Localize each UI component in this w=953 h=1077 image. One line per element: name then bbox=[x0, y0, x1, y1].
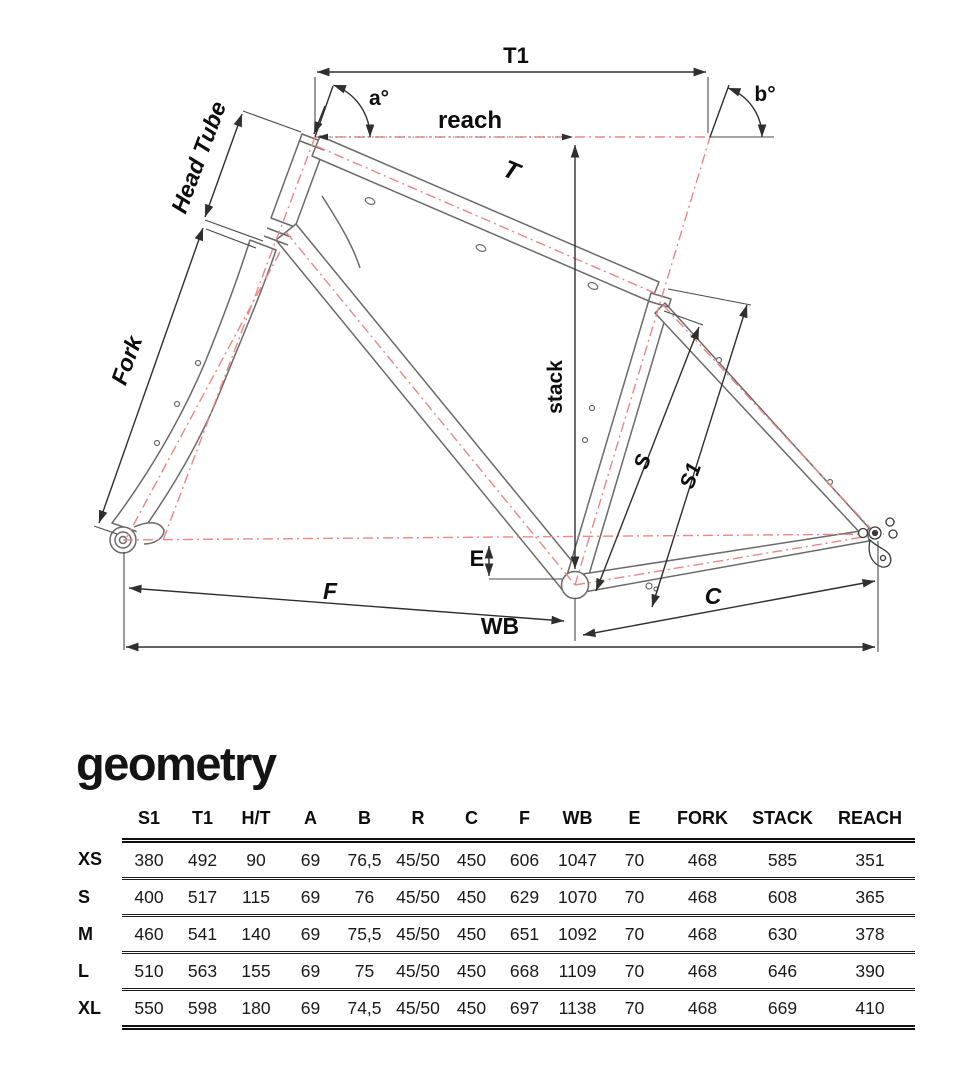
row-label-m: M bbox=[78, 923, 93, 944]
column-header-t1: T1 bbox=[176, 798, 229, 841]
geometry-table bbox=[65, 798, 915, 1030]
table-cell: 1047 bbox=[551, 841, 604, 879]
label-e: E bbox=[469, 546, 485, 571]
rear-axle-inner bbox=[873, 531, 878, 536]
label-t: T bbox=[498, 154, 524, 187]
dimension-labels bbox=[106, 43, 776, 639]
table-cell: 697 bbox=[498, 990, 551, 1028]
table-cell: 75 bbox=[338, 953, 391, 990]
label-a-angle: a° bbox=[368, 87, 390, 110]
table-cell: 450 bbox=[445, 841, 498, 879]
row-label-l: L bbox=[78, 960, 89, 981]
table-cell: 450 bbox=[445, 916, 498, 953]
label-reach: reach bbox=[437, 107, 503, 134]
reach-right-arrow bbox=[562, 134, 573, 141]
table-cell: 585 bbox=[740, 841, 825, 879]
label-stack: stack bbox=[544, 360, 567, 414]
table-cell: 450 bbox=[445, 879, 498, 916]
table-cell: 69 bbox=[283, 879, 338, 916]
table-row-l bbox=[65, 953, 915, 990]
label-t1: T1 bbox=[503, 43, 529, 68]
table-row-xl bbox=[65, 990, 915, 1028]
table-cell: 69 bbox=[283, 990, 338, 1028]
table-cell: 70 bbox=[604, 990, 665, 1028]
table-cell: 1109 bbox=[551, 953, 604, 990]
column-header-e: E bbox=[604, 798, 665, 841]
column-header-reach: REACH bbox=[825, 798, 915, 841]
geometry-table-body bbox=[65, 841, 915, 1028]
table-cell: 668 bbox=[498, 953, 551, 990]
table-cell: 74,5 bbox=[338, 990, 391, 1028]
table-cell: 70 bbox=[604, 916, 665, 953]
dropout-bolt-3 bbox=[889, 530, 897, 538]
row-label-s: S bbox=[78, 886, 91, 907]
a-angle-vertex-arrow bbox=[314, 106, 325, 134]
table-cell: 390 bbox=[825, 953, 915, 990]
table-cell: 155 bbox=[229, 953, 283, 990]
table-cell: 608 bbox=[740, 879, 825, 916]
label-s: S bbox=[629, 451, 657, 473]
table-row-m bbox=[65, 916, 915, 953]
table-cell: 76 bbox=[338, 879, 391, 916]
column-header-wb: WB bbox=[551, 798, 604, 841]
table-cell: 450 bbox=[445, 990, 498, 1028]
table-cell: 492 bbox=[176, 841, 229, 879]
hanger-hole bbox=[881, 556, 886, 561]
table-cell: 380 bbox=[122, 841, 176, 879]
table-cell: 70 bbox=[604, 879, 665, 916]
geometry-table-head bbox=[65, 798, 915, 841]
label-c: C bbox=[704, 583, 722, 609]
table-cell: 76,5 bbox=[338, 841, 391, 879]
table-cell: 598 bbox=[176, 990, 229, 1028]
table-cell: 69 bbox=[283, 953, 338, 990]
column-header-fork: FORK bbox=[665, 798, 740, 841]
table-cell: 606 bbox=[498, 841, 551, 879]
table-cell: 541 bbox=[176, 916, 229, 953]
table-cell: 351 bbox=[825, 841, 915, 879]
column-header-stack: STACK bbox=[740, 798, 825, 841]
axle-centerline bbox=[123, 534, 884, 540]
column-header-a: A bbox=[283, 798, 338, 841]
row-label-xs: XS bbox=[78, 849, 103, 869]
table-cell: 410 bbox=[825, 990, 915, 1028]
table-cell: 460 bbox=[122, 916, 176, 953]
dropout-bolt-2 bbox=[886, 518, 894, 526]
label-head-tube: Head Tube bbox=[165, 97, 232, 217]
seatstay-outline bbox=[655, 303, 869, 536]
table-cell: 468 bbox=[665, 953, 740, 990]
table-cell: 630 bbox=[740, 916, 825, 953]
table-cell: 468 bbox=[665, 990, 740, 1028]
derailleur-hanger-shape bbox=[869, 540, 891, 567]
table-cell: 180 bbox=[229, 990, 283, 1028]
table-cell: 365 bbox=[825, 879, 915, 916]
column-header-h-t: H/T bbox=[229, 798, 283, 841]
table-cell: 646 bbox=[740, 953, 825, 990]
b-angle-ray bbox=[710, 85, 729, 137]
table-cell: 45/50 bbox=[391, 879, 445, 916]
table-cell: 517 bbox=[176, 879, 229, 916]
fork-blade-outline bbox=[112, 240, 276, 533]
table-cell: 45/50 bbox=[391, 990, 445, 1028]
table-cell: 400 bbox=[122, 879, 176, 916]
dim-c bbox=[583, 581, 875, 635]
column-header-c: C bbox=[445, 798, 498, 841]
table-cell: 468 bbox=[665, 841, 740, 879]
head-gusset-curve bbox=[322, 196, 360, 268]
row-label-xl: XL bbox=[78, 998, 102, 1018]
table-cell: 45/50 bbox=[391, 841, 445, 879]
column-header-s1: S1 bbox=[122, 798, 176, 841]
column-header-f: F bbox=[498, 798, 551, 841]
page-title: geometry bbox=[76, 737, 276, 790]
label-b-angle: b° bbox=[754, 83, 776, 106]
table-row-xs bbox=[65, 841, 915, 879]
a-angle-ray bbox=[315, 86, 333, 137]
table-cell: 1070 bbox=[551, 879, 604, 916]
bike-frame-tubes bbox=[110, 134, 869, 599]
table-cell: 70 bbox=[604, 841, 665, 879]
column-header-r: R bbox=[391, 798, 445, 841]
table-cell: 45/50 bbox=[391, 916, 445, 953]
label-fork: Fork bbox=[105, 332, 148, 389]
top-tube-centerline bbox=[316, 146, 657, 294]
label-wb: WB bbox=[480, 613, 520, 639]
table-cell: 70 bbox=[604, 953, 665, 990]
table-cell: 510 bbox=[122, 953, 176, 990]
label-f: F bbox=[322, 578, 338, 604]
table-cell: 69 bbox=[283, 916, 338, 953]
dropout-bolt-1 bbox=[859, 529, 868, 538]
table-cell: 450 bbox=[445, 953, 498, 990]
table-cell: 651 bbox=[498, 916, 551, 953]
table-cell: 669 bbox=[740, 990, 825, 1028]
table-cell: 550 bbox=[122, 990, 176, 1028]
table-corner-cell bbox=[65, 798, 122, 841]
table-cell: 90 bbox=[229, 841, 283, 879]
table-cell: 115 bbox=[229, 879, 283, 916]
table-cell: 629 bbox=[498, 879, 551, 916]
table-cell: 468 bbox=[665, 916, 740, 953]
a-angle-arc bbox=[333, 85, 370, 137]
table-cell: 1092 bbox=[551, 916, 604, 953]
column-header-b: B bbox=[338, 798, 391, 841]
table-row-s bbox=[65, 879, 915, 916]
table-cell: 1138 bbox=[551, 990, 604, 1028]
table-cell: 468 bbox=[665, 879, 740, 916]
fork-blade-centerline bbox=[127, 252, 280, 537]
table-cell: 563 bbox=[176, 953, 229, 990]
label-s1: S1 bbox=[675, 459, 707, 492]
down-tube-centerline bbox=[286, 232, 575, 585]
table-cell: 69 bbox=[283, 841, 338, 879]
geometry-table-wrap bbox=[65, 798, 915, 1030]
table-cell: 45/50 bbox=[391, 953, 445, 990]
table-cell: 378 bbox=[825, 916, 915, 953]
table-cell: 75,5 bbox=[338, 916, 391, 953]
table-cell: 140 bbox=[229, 916, 283, 953]
fork-dropout-tab bbox=[134, 523, 164, 544]
